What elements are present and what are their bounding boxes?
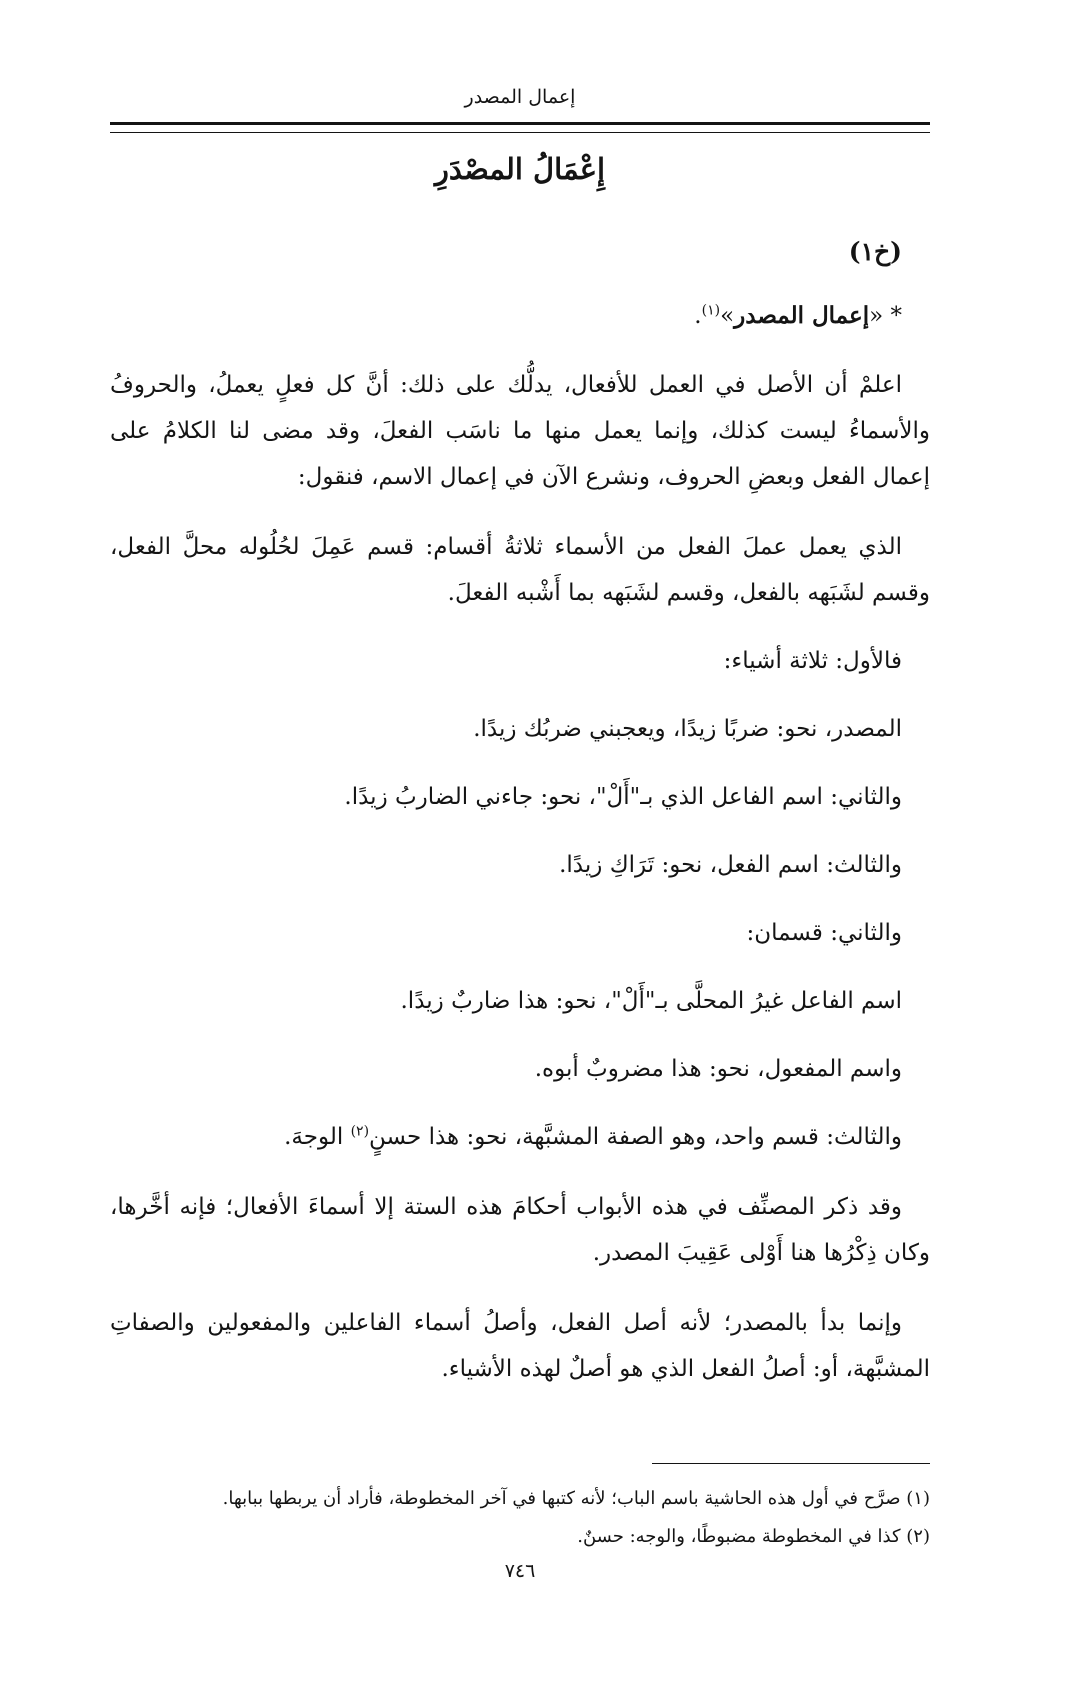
line-active-participle-al: والثاني: اسم الفاعل الذي بـ"أَلْ"، نحو: جاءني الضاربُ زيدًا. <box>344 784 902 810</box>
line-first-category: فالأول: ثلاثة أشياء: <box>723 648 902 674</box>
paragraph-author-note: وقد ذكر المصنِّف في هذه الأبواب أحكامَ هذه الستة إلا أسماءَ الأفعال؛ فإنه أخَّرها، وكان ذِكْرُها هنا أَوْلى عَقِيبَ المصدر. <box>110 1194 930 1266</box>
footnote-1: (١) صرَّح في أول هذه الحاشية باسم الباب؛ لأنه كتبها في آخر المخطوطة، فأراد أن يربطها ببابها. <box>222 1488 930 1509</box>
page-number: ٧٤٦ <box>504 1560 536 1582</box>
line-active-participle: اسم الفاعل غيرُ المحلَّى بـ"أَلْ"، نحو: هذا ضاربٌ زيدًا. <box>400 988 902 1014</box>
paragraph-intro: اعلمْ أن الأصل في العمل للأفعال، يدلُّك على ذلك: أنَّ كل فعلٍ يعملُ، والحروفُ والأسماءُ ليست كذلك، وإنما يعمل منها ما ناسَب الفعلَ، وقد مضى لنا الكلامُ على إعمال الفعل وبعضِ الحروف، ونشرع الآن في إعمال الاسم، فنقول: <box>110 372 930 490</box>
section-heading-title: إعمال المصدر <box>734 302 870 329</box>
line-verbal-noun: والثالث: اسم الفعل، نحو: تَرَاكِ زيدًا. <box>559 852 902 878</box>
third-line-text: والثالث: قسم واحد، وهو الصفة المشبَّهة، نحو: هذا حسنٍ <box>369 1124 902 1150</box>
header-rule-thin <box>110 132 930 133</box>
line-passive-participle: واسم المفعول، نحو: هذا مضروبٌ أبوه. <box>534 1056 902 1082</box>
third-line-end: الوجهَ. <box>284 1124 351 1150</box>
footnotes <box>110 1480 930 1556</box>
section-mark: (خ١) <box>848 237 902 266</box>
section-heading-prefix: * « <box>869 303 902 329</box>
footnote-separator <box>652 1463 930 1464</box>
line-third-category <box>110 1114 902 1160</box>
line-second-category: والثاني: قسمان: <box>746 920 902 946</box>
footnote-2: (٢) كذا في المخطوطة مضبوطًا، والوجه: حسنٌ. <box>577 1526 930 1547</box>
section-heading <box>110 294 902 338</box>
header-rule-thick <box>110 122 930 125</box>
main-text <box>110 230 930 1392</box>
line-masdar: المصدر، نحو: ضربًا زيدًا، ويعجبني ضربُك زيدًا. <box>473 716 902 742</box>
section-heading-suffix: » <box>720 303 735 329</box>
footnote-ref-2: (٢) <box>350 1123 370 1140</box>
running-head: إعمال المصدر <box>464 86 576 108</box>
footnote-ref-1: (١) <box>701 302 721 319</box>
chapter-title: إِعْمَالُ المصْدَرِ <box>434 152 606 186</box>
paragraph-reason: وإنما بدأ بالمصدر؛ لأنه أصل الفعل، وأصلُ أسماء الفاعلين والمفعولين والصفاتِ المشبَّهة، أو: أصلُ الفعل الذي هو أصلٌ لهذه الأشياء. <box>110 1310 930 1382</box>
section-heading-end: . <box>694 303 702 329</box>
paragraph-divisions: الذي يعمل عملَ الفعل من الأسماء ثلاثةُ أقسام: قسم عَمِلَ لحُلُوله محلَّ الفعل، وقسم لشَبَهه بالفعل، وقسم لشَبَهه بما أَشْبه الفعلَ. <box>110 534 930 606</box>
